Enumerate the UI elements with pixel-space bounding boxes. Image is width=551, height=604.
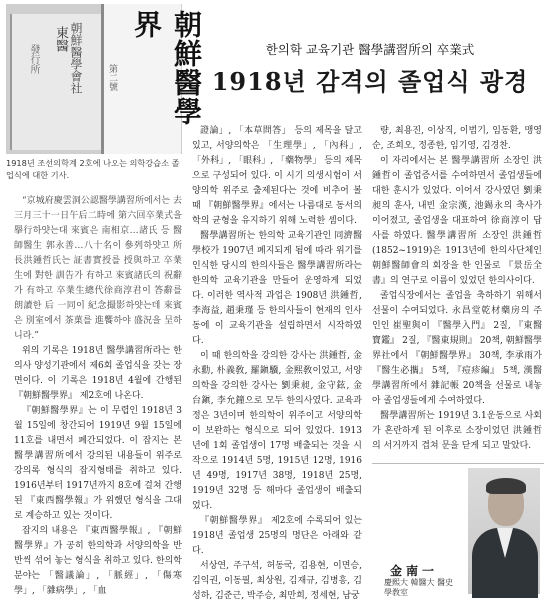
article-column-2 [192, 124, 362, 601]
paragraph: 이 자리에서는 본 醫學講習所 소장인 洪鍾哲이 졸업증서를 수여하면서 졸업생들에 대한 훈시가 있었다. 이어서 강사였던 劉秉昶의 훈사, 내빈 金宗漢, 池錫永의 축사가 이어졌고, 졸업생을 대표하여 徐商淳이 답사를 하였다. 醫學講習所 소장인 洪鍾哲(1852~1919)은 1913년에 한의사단체인 朝鮮醫師會의 회장을 한 인물로 『景岳全書』의 연구로 이름이 있었던 한의사이다. [372, 156, 542, 286]
article-headline: 1918년 감격의 졸업식 광경 [211, 67, 529, 96]
paragraph: 잡지의 내용은 『東西醫學報』, 『朝鮮醫學界』가 공히 한의학과 서양의학을 반반씩 섞어 놓는 형식을 취하고 있다. 한의학 분야는 「醫議論」, 「脈經」, 「傷寒學」, 「雜病學」, 「血 [14, 526, 182, 596]
magazine-cover-photo [6, 4, 203, 154]
paragraph: 『朝鮮醫學界』는 이 무렵인 1918년 3월 15일에 창간되어 1919년 9월 15일에 11호를 내면서 폐간되었다. 이 잡지는 본 醫學講習所에서 강의된 내용들이 위주로 강의록 형식의 잡지형태를 취하고 있다. 1916년부터 1917년까지 8호에 걸쳐 간행된 『東西醫學報』가 위했던 형식을 그대로 계승하고 있는 것이다. [14, 406, 182, 521]
cover-text: 第二號 [107, 64, 117, 91]
article-column-3 [372, 124, 542, 454]
paragraph: 證論」, 「本草問答」 등의 제목을 달고 있고, 서양의학은 「生理學」, 「內科」, 「外科」, 「眼科」, 「藥物學」 등의 제목으로 구성되어 있다. 이 시기 의생시험이 서양의학 위주로 출제된다는 것에 비추어 볼 때 『朝鮮醫學界』에서는 나름대로 동서의학의 균형을 유지하기 위해 노력한 셈이다. [192, 126, 362, 226]
paragraph: 위의 기록은 1918년 醫學講習所라는 한의사 양성기관에서 제6회 졸업식을 갖는 장면이다. 이 기록은 1918년 4월에 간행된 『朝鮮醫學界』 제2호에 나온다. [14, 346, 182, 401]
cover-text: 朝鮮醫學會社 [69, 22, 83, 94]
article-subtitle: 한의학 교육기관 醫學講習所의 卒業式 [265, 42, 475, 57]
paragraph: 졸업식장에서는 졸업을 축하하기 위해서 선물이 수여되었다. 永昌堂乾材藥房의 주인인 崔聖與이 『醫學入門』 2질, 『東醫寶鑑』 2질, 『醫東規則』 20책, 朝鮮醫學界社에서 『朝鮮醫學界』 30책, 李承雨가 『醫生必攜』 5책, 『痘疹編』 5책, 漢醫學講習所에서 雜記帳 20책을 선물로 내놓아 졸업생들에게 수여하였다. [372, 291, 542, 406]
paragraph: 서상연, 주구석, 허동국, 김용현, 이면승, 김익권, 이동필, 최상원, 김재규, 김병흥, 김성하, 김준근, 박주승, 최만희, 정세현, 남궁 [192, 561, 362, 601]
cover-text: 東醫 [53, 26, 68, 52]
author-box [372, 463, 544, 595]
paragraph: 이 때 한의학을 강의한 강사는 洪鍾哲, 金永勳, 朴義敎, 羅鎭驥, 金熙敎이었고, 서양의학을 강의한 강사는 劉秉昶, 金守鉉, 金台鎭, 李允鐘으로 모두 한의사였다. 교육과정은 3년이며 한의학이 위주이고 서양의학이 보완하는 형식으로 되어 있었다. 1913년에 1회 졸업생이 17명 배출되는 것을 시작으로 1914년 5명, 1915년 12명, 1916년 49명, 1917년 38명, 1918년 25명, 1919년 32명 등 해마다 졸업생이 배출되었다. [192, 351, 362, 511]
cover-text: 發行所 [28, 44, 39, 74]
paragraph: 醫學講習所는 1919년 3.1운동으로 사회가 혼란하게 된 이후로 소장이었던 洪鍾哲의 서거까지 겹쳐 문을 닫게 되고 말았다. [372, 411, 542, 451]
cover-title: 朝鮮醫學界 [130, 10, 203, 126]
portrait-hair [486, 478, 526, 494]
paragraph: 량, 최용진, 이상직, 이범기, 임동환, 맹영순, 조희오, 정종한, 임기영, 김경찬. [372, 126, 542, 151]
paragraph: 『朝鮮醫學界』 제2호에 수록되어 있는 1918년 졸업생 25명의 명단은 아래와 같다. [192, 516, 362, 556]
article-column-1 [14, 194, 182, 594]
paragraph: 醫學講習所는 한의학 교육기관인 同濟醫學校가 1907년 폐지되게 됨에 따라 위기를 인식한 당시의 한의사들은 醫學講習所라는 한의학 교육기관을 만들어 운영하게 되었다. 이러한 역사적 과업은 1908년 洪鍾哲, 李海益, 趙秉瑾 등 한의사들이 현재의 인사동에 이 교육기관을 설립하면서 시작하였다. [192, 231, 362, 346]
author-name: 金南一 [389, 564, 438, 578]
author-affiliation: 慶熙大 韓醫大 醫史學敎室 [384, 578, 454, 597]
photo-caption: 1918년 조선의학계 2호에 나오는 의학강습소 졸업식에 대한 기사. [6, 158, 180, 180]
author-portrait [468, 468, 540, 594]
paragraph: “京城府慶雲洞公認醫學講習所에서는 去 三月三十一日午后二時에 第六回卒業式을 擧行하얏는대 來賓은 南相京…諸氏 등 醫師醫生 郭永善…八十名이 參列하얏고 所長洪鍾哲氏는 証書實授를 授與하고 卒業生에 對한 訓告가 有하고 來賓諸氏의 祝辭가 有하고 卒業生總代徐商淳君이 答辭를 朗讀한 后 一同이 紀念撮影하얏는데 來賓은 別室에서 茶菓를 進饗하야 盛況을 呈하니라.” [14, 196, 182, 341]
